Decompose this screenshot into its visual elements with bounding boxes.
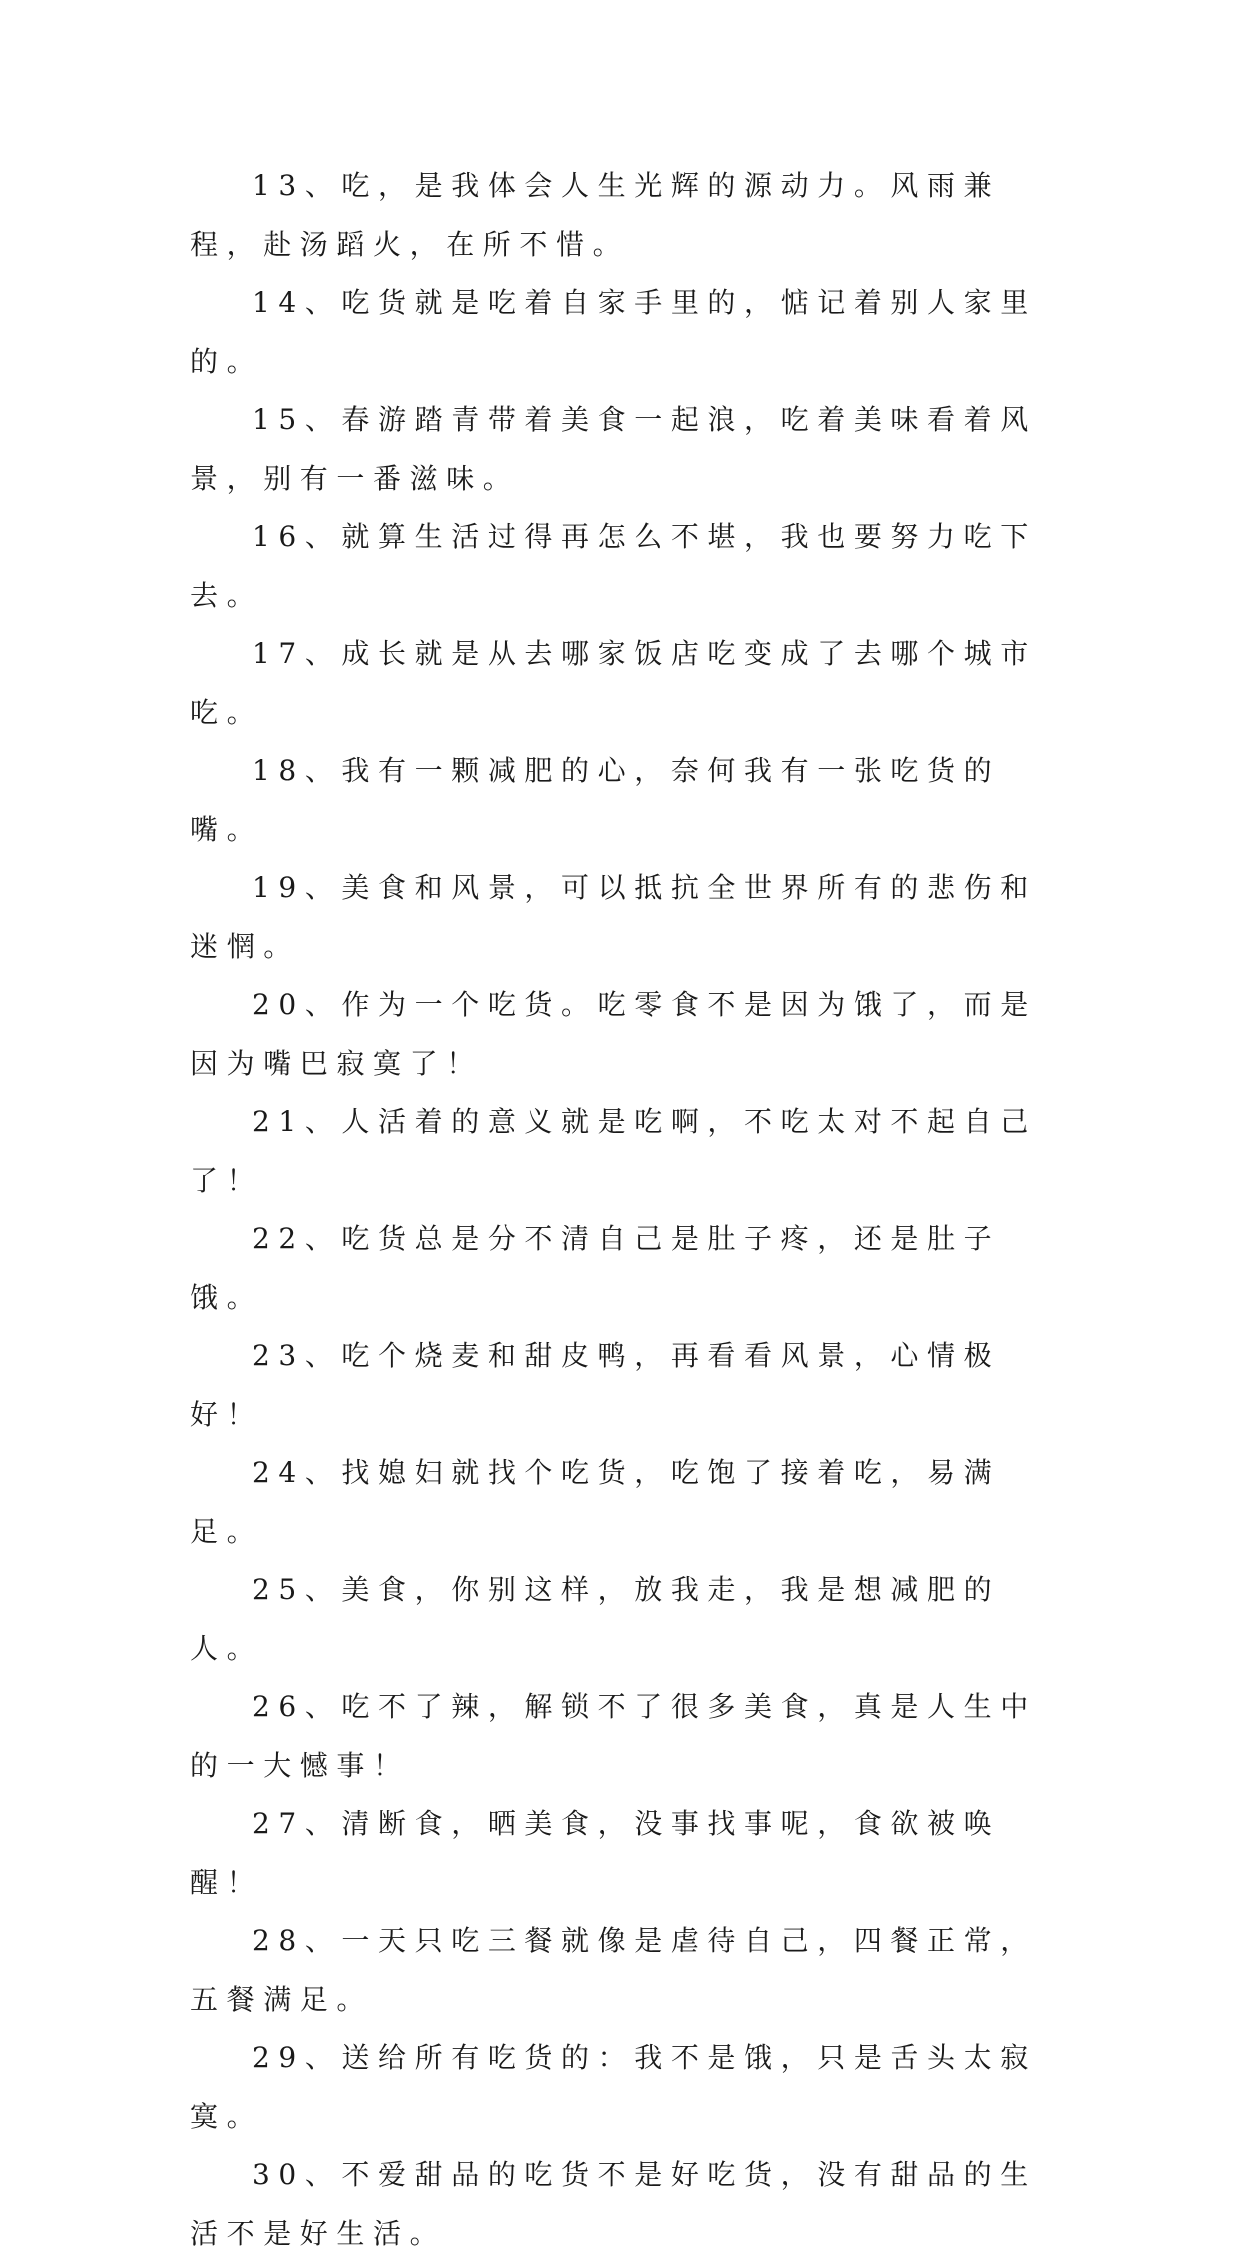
- paragraph-19: 19、美食和风景，可以抵抗全世界所有的悲伤和迷惘。: [190, 871, 1037, 963]
- paragraph-22: 22、吃货总是分不清自己是肚子疼，还是肚子饿。: [190, 1222, 1001, 1314]
- paragraph-23: 23、吃个烧麦和甜皮鸭，再看看风景，心情极好！: [190, 1339, 1001, 1431]
- paragraph-25: 25、美食，你别这样，放我走，我是想减肥的人。: [190, 1573, 1001, 1665]
- paragraph-20: 20、作为一个吃货。吃零食不是因为饿了，而是因为嘴巴寂寞了！: [190, 988, 1037, 1080]
- document-body: [190, 157, 1055, 2263]
- paragraph-16: 16、就算生活过得再怎么不堪，我也要努力吃下去。: [190, 520, 1037, 612]
- paragraph-29: 29、送给所有吃货的：我不是饿，只是舌头太寂寞。: [190, 2041, 1037, 2133]
- paragraph-26: 26、吃不了辣，解锁不了很多美食，真是人生中的一大憾事！: [190, 1690, 1037, 1782]
- paragraph-15: 15、春游踏青带着美食一起浪，吃着美味看着风景，别有一番滋味。: [190, 403, 1037, 495]
- paragraph-21: 21、人活着的意义就是吃啊，不吃太对不起自己了！: [190, 1105, 1037, 1197]
- paragraph-24: 24、找媳妇就找个吃货，吃饱了接着吃，易满足。: [190, 1456, 1001, 1548]
- paragraph-27: 27、清断食，晒美食，没事找事呢，食欲被唤醒！: [190, 1807, 1001, 1899]
- paragraph-17: 17、成长就是从去哪家饭店吃变成了去哪个城市吃。: [190, 637, 1037, 729]
- paragraph-28: 28、一天只吃三餐就像是虐待自己，四餐正常，五餐满足。: [190, 1924, 1037, 2016]
- paragraph-18: 18、我有一颗减肥的心，奈何我有一张吃货的嘴。: [190, 754, 1001, 846]
- paragraph-30: 30、不爱甜品的吃货不是好吃货，没有甜品的生活不是好生活。: [190, 2158, 1037, 2250]
- paragraph-13: 13、吃，是我体会人生光辉的源动力。风雨兼程，赴汤蹈火，在所不惜。: [190, 169, 1001, 261]
- paragraph-14: 14、吃货就是吃着自家手里的，惦记着别人家里的。: [190, 286, 1037, 378]
